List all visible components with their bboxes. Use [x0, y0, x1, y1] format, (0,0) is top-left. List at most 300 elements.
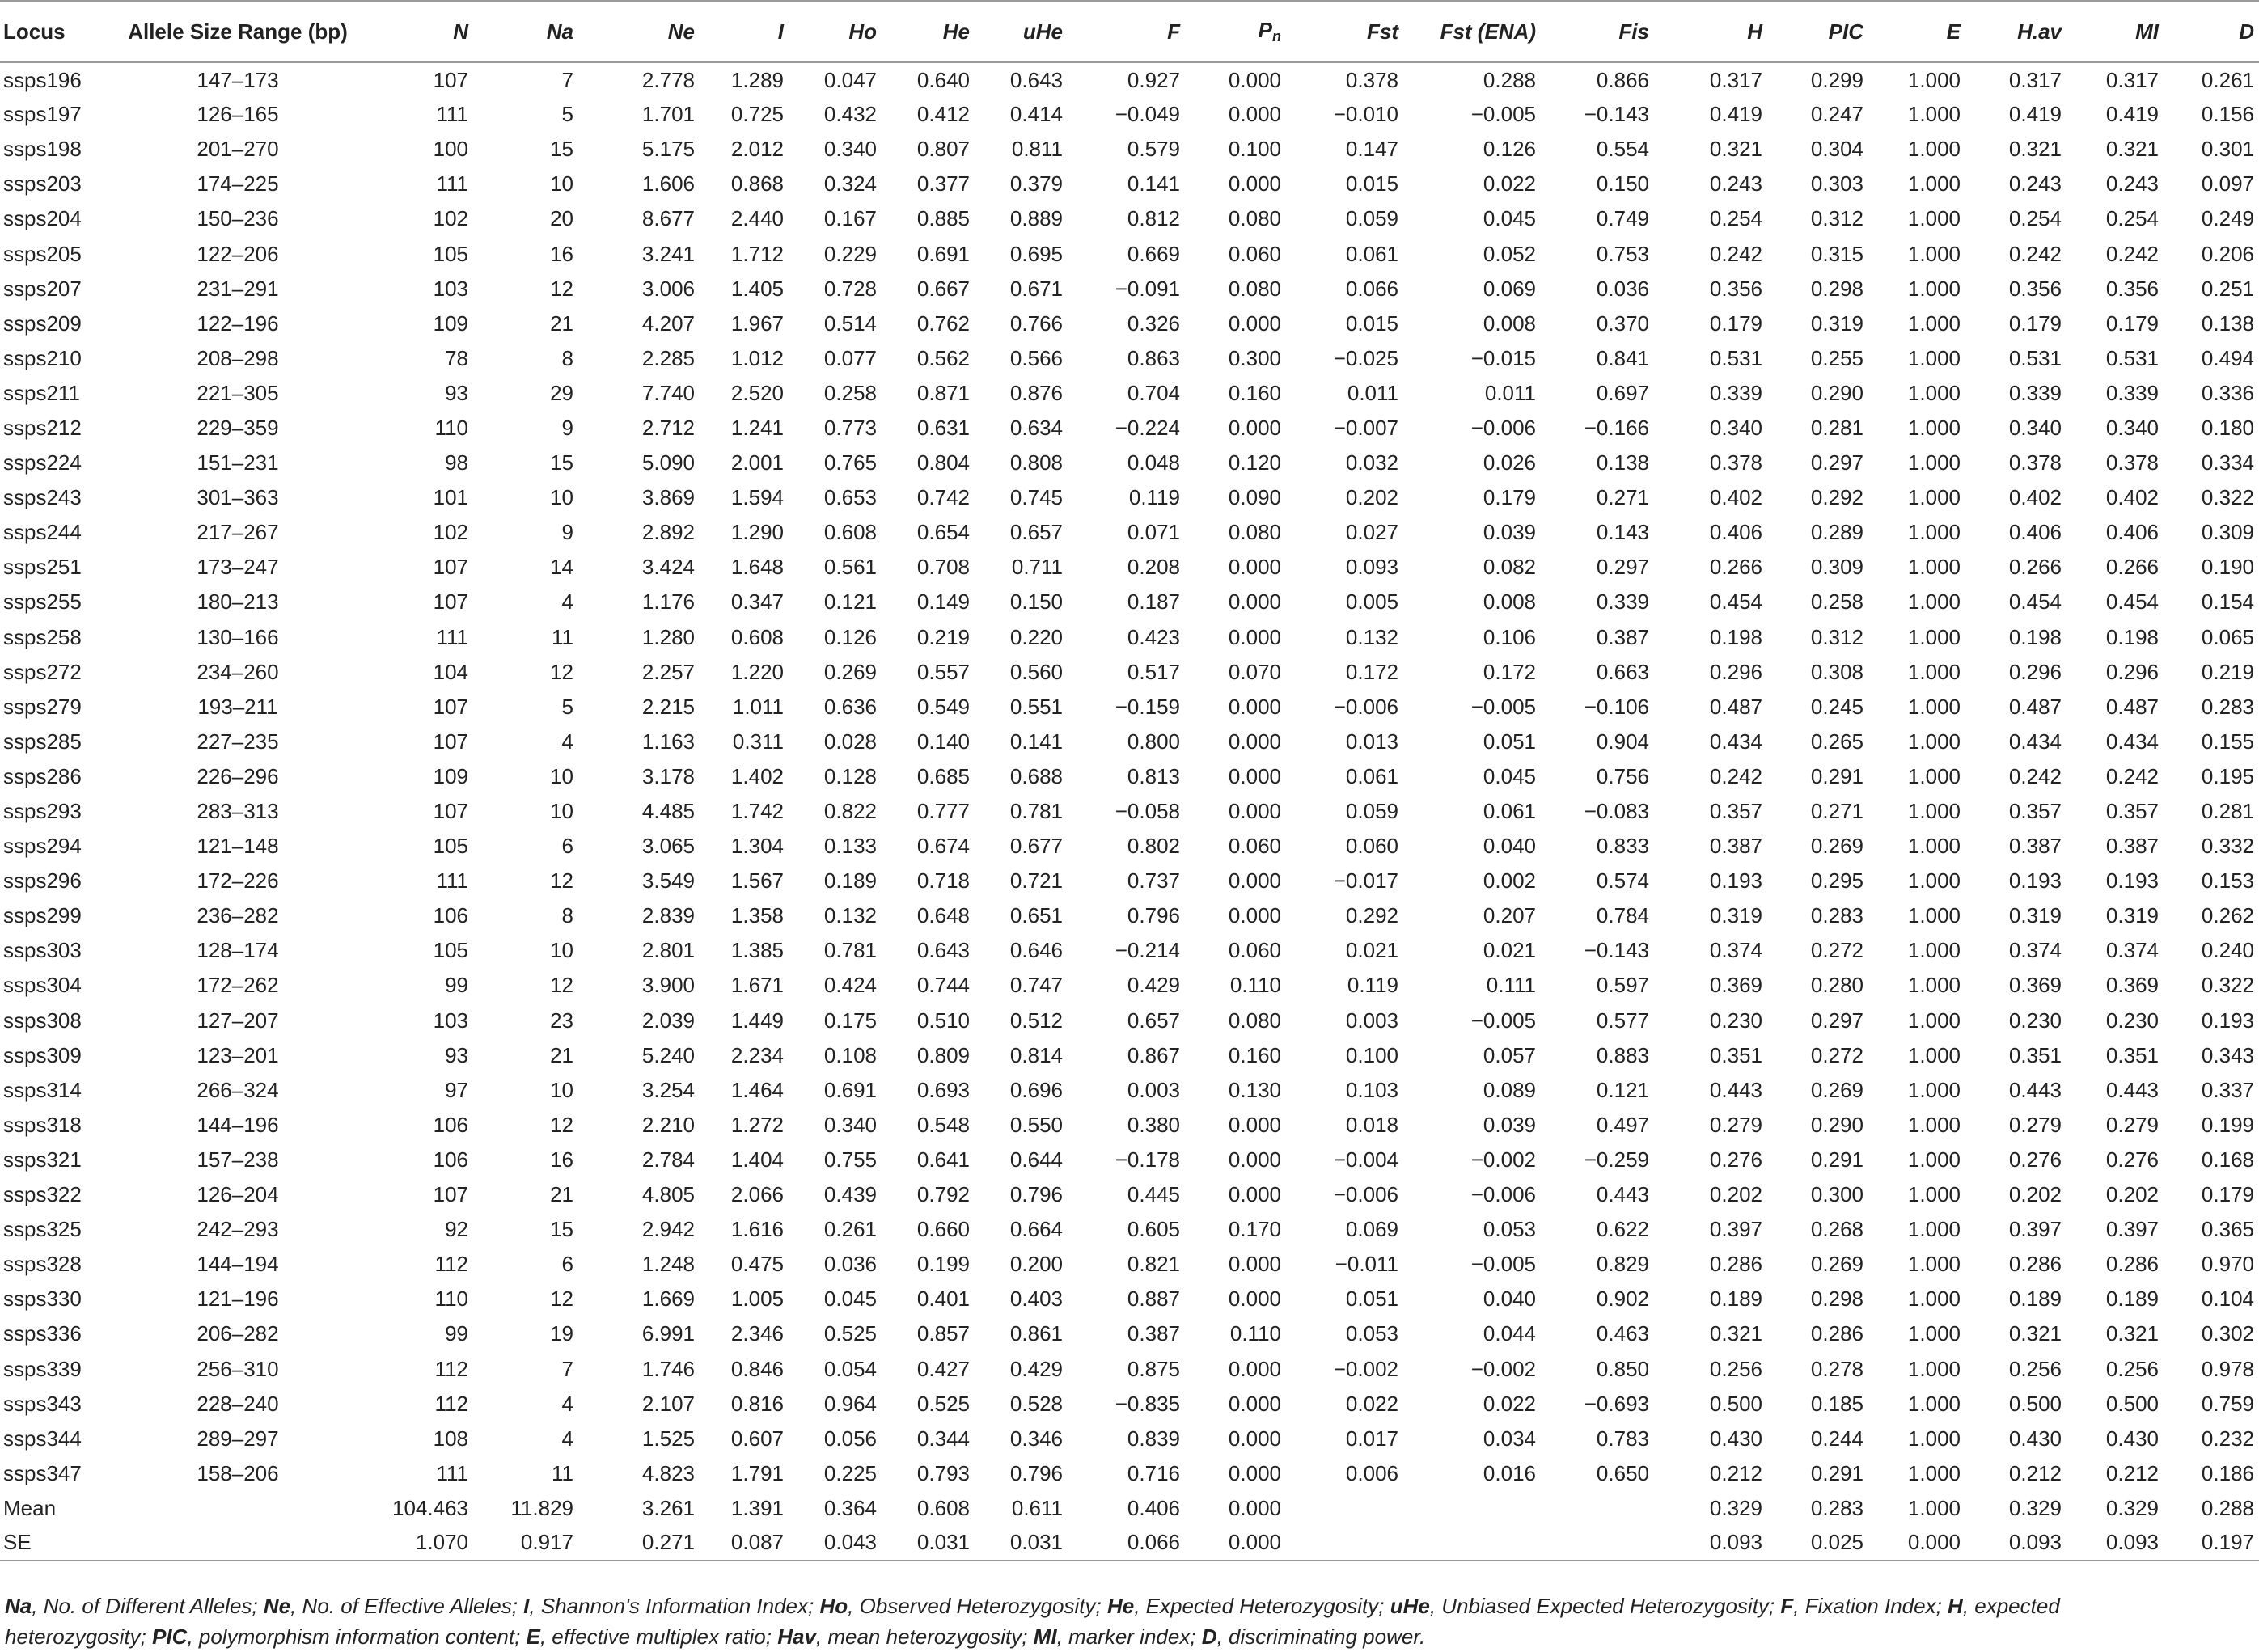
table-cell: 256–310: [197, 1356, 279, 1381]
table-cell: 0.321: [2008, 137, 2062, 162]
table-cell: 0.804: [916, 450, 970, 475]
table-cell: 0.167: [823, 206, 877, 231]
table-cell: 0.311: [732, 729, 784, 754]
table-cell: 0.251: [2201, 276, 2254, 301]
table-cell: 1.391: [730, 1495, 784, 1520]
table-cell: ssps308: [3, 1008, 82, 1033]
table-cell: 1.000: [1907, 345, 1961, 370]
table-cell: −0.083: [1584, 799, 1649, 824]
table-cell: 2.801: [641, 938, 695, 963]
table-cell: 0.579: [1127, 137, 1180, 162]
table-cell: 1.176: [641, 589, 695, 615]
table-cell: 0.387: [1596, 624, 1649, 649]
table-cell: 0.378: [1345, 67, 1398, 92]
table-cell: 0.608: [823, 520, 877, 545]
table-cell: 0.172: [1345, 659, 1398, 684]
table-cell: ssps224: [3, 450, 82, 475]
table-cell: 5.090: [641, 450, 695, 475]
table-cell: 121–196: [197, 1287, 279, 1312]
col-header-h: H: [1747, 19, 1762, 44]
table-cell: 0.562: [916, 345, 970, 370]
table-cell: −0.143: [1584, 938, 1649, 963]
footnote-definition: , No. of Different Alleles;: [32, 1594, 264, 1618]
table-cell: 0.149: [916, 589, 970, 615]
table-cell: 0.219: [916, 624, 970, 649]
table-cell: 112: [434, 1356, 468, 1381]
footnote-term: E: [526, 1625, 540, 1649]
table-cell: ssps328: [3, 1252, 82, 1277]
table-cell: 0.800: [1127, 729, 1180, 754]
table-cell: 0.000: [1228, 868, 1281, 894]
table-cell: 1.671: [730, 973, 784, 998]
table-cell: 0.721: [1009, 868, 1063, 894]
table-cell: 0.143: [1596, 520, 1649, 545]
table-cell: 0.322: [2201, 973, 2254, 998]
table-cell: 0.119: [1347, 973, 1398, 998]
table-cell: 0.198: [2105, 624, 2159, 649]
table-cell: 0.061: [1345, 763, 1398, 788]
table-cell: ssps343: [3, 1391, 82, 1416]
table-cell: 0.667: [916, 276, 970, 301]
table-cell: 19: [550, 1321, 573, 1346]
table-cell: 0.276: [2105, 1147, 2159, 1172]
table-cell: 1.000: [1907, 589, 1961, 615]
table-cell: 0.150: [1009, 589, 1063, 615]
table-cell: 0.017: [1345, 1426, 1398, 1451]
table-cell: 0.379: [1009, 171, 1063, 196]
table-cell: 0.258: [1810, 589, 1863, 615]
table-cell: 0.321: [2105, 1321, 2159, 1346]
table-cell: 0.008: [1483, 589, 1536, 615]
table-cell: 0.283: [1810, 903, 1863, 928]
col-header-mi: MI: [2135, 19, 2159, 44]
footnote-definition: , No. of Effective Alleles;: [290, 1594, 524, 1618]
table-cell: 0.423: [1127, 624, 1180, 649]
table-cell: 0.301: [2201, 137, 2254, 162]
table-cell: 2.039: [641, 1008, 695, 1033]
table-cell: 8.677: [641, 206, 695, 231]
table-cell: 0.000: [1228, 67, 1281, 92]
table-cell: 0.247: [1810, 102, 1863, 127]
table-cell: 0.463: [1596, 1321, 1649, 1346]
table-cell: 0.269: [1810, 834, 1863, 859]
table-row: [0, 759, 2259, 794]
table-cell: 122–196: [197, 311, 279, 336]
table-cell: 236–282: [197, 903, 279, 928]
table-cell: 0.336: [2201, 380, 2254, 405]
table-cell: 0.090: [1228, 485, 1281, 510]
table-cell: 0.160: [1228, 1042, 1281, 1067]
table-row: [0, 1387, 2259, 1422]
table-cell: [1403, 1491, 1541, 1526]
table-cell: [1541, 1526, 1654, 1561]
table-cell: 0.040: [1483, 834, 1536, 859]
table-cell: 0.045: [823, 1287, 877, 1312]
table-cell: 0.243: [2105, 171, 2159, 196]
table-cell: 99: [445, 973, 468, 998]
table-cell: 12: [550, 1287, 573, 1312]
table-cell: −0.007: [1333, 415, 1398, 440]
table-cell: 0.829: [1596, 1252, 1649, 1277]
table-row: [0, 272, 2259, 306]
table-cell: 0.841: [1596, 345, 1649, 370]
table-cell: 0.866: [1596, 67, 1649, 92]
table-cell: 0.242: [2008, 241, 2062, 266]
table-cell: 0.150: [1596, 171, 1649, 196]
table-cell: 0.443: [2008, 1077, 2062, 1102]
table-row: [0, 1038, 2259, 1073]
table-cell: 2.346: [730, 1321, 784, 1346]
col-header-na: Na: [546, 19, 573, 44]
table-cell: 0.339: [1596, 589, 1649, 615]
table-cell: ssps309: [3, 1042, 82, 1067]
table-cell: ssps279: [3, 694, 82, 719]
table-cell: 0.206: [2201, 241, 2254, 266]
table-cell: 1.000: [1907, 729, 1961, 754]
table-cell: 110: [434, 415, 468, 440]
table-cell: 107: [433, 799, 468, 824]
table-cell: 1.000: [1907, 1391, 1961, 1416]
table-cell: ssps344: [3, 1426, 82, 1451]
table-cell: 0.179: [2008, 311, 2062, 336]
table-cell: 0.321: [2008, 1321, 2062, 1346]
table-cell: 0.340: [2008, 415, 2062, 440]
table-cell: 0.812: [1127, 206, 1180, 231]
table-cell: 0.179: [2105, 311, 2159, 336]
table-cell: 0.904: [1596, 729, 1649, 754]
table-cell: 0.691: [916, 241, 970, 266]
table-cell: 7: [561, 67, 573, 92]
footnote-term: I: [523, 1594, 530, 1618]
table-cell: 1.358: [730, 903, 784, 928]
table-cell: ssps198: [3, 137, 82, 162]
table-cell: 0.765: [823, 450, 877, 475]
table-cell: 0.279: [2008, 1112, 2062, 1137]
table-cell: 0.429: [1127, 973, 1180, 998]
table-cell: [1286, 1526, 1403, 1561]
table-cell: 0.280: [1810, 973, 1863, 998]
table-cell: 0.061: [1345, 241, 1398, 266]
table-cell: 0.288: [1483, 67, 1536, 92]
footnote-term: Ho: [819, 1594, 848, 1618]
table-cell: 0.245: [1810, 694, 1863, 719]
table-cell: 0.574: [1596, 868, 1649, 894]
table-cell: 1.000: [1907, 67, 1961, 92]
table-cell: 0.302: [2201, 1321, 2254, 1346]
table-cell: 0.291: [1810, 763, 1863, 788]
table-cell: 1.606: [641, 171, 695, 196]
table-cell: 0.597: [1596, 973, 1649, 998]
table-cell: 0.254: [1709, 206, 1762, 231]
table-cell: 0.156: [2201, 102, 2254, 127]
table-cell: 0.097: [2201, 171, 2254, 196]
table-cell: 0.814: [1009, 1042, 1063, 1067]
table-cell: 0.337: [2201, 1077, 2254, 1102]
table-cell: 0.369: [2008, 973, 2062, 998]
table-cell: 0.172: [1483, 659, 1536, 684]
table-row: [0, 933, 2259, 968]
table-cell: 2.234: [730, 1042, 784, 1067]
table-cell: 0.374: [2008, 938, 2062, 963]
footnote-definition: , Observed Heterozygosity;: [848, 1594, 1107, 1618]
table-cell: 0.296: [2105, 659, 2159, 684]
table-cell: 0.374: [2105, 938, 2159, 963]
table-row: [0, 132, 2259, 167]
table-cell: 4.823: [641, 1460, 695, 1485]
table-row: [0, 1456, 2259, 1491]
table-cell: 0.725: [730, 102, 784, 127]
table-cell: 0.753: [1596, 241, 1649, 266]
table-cell: 0.053: [1483, 1217, 1536, 1242]
table-cell: 0.272: [1810, 1042, 1863, 1067]
table-cell: 0.069: [1483, 276, 1536, 301]
table-cell: ssps318: [3, 1112, 82, 1137]
table-cell: 4: [561, 589, 573, 615]
table-cell: 0.080: [1228, 520, 1281, 545]
table-cell: 1.000: [1907, 241, 1961, 266]
table-cell: 0.189: [2008, 1287, 2062, 1312]
table-cell: 0.443: [2105, 1077, 2159, 1102]
table-cell: 0.000: [1228, 1530, 1281, 1555]
table-cell: 0.653: [823, 485, 877, 510]
table-cell: 0.742: [916, 485, 970, 510]
table-cell: 0.339: [2105, 380, 2159, 405]
table-cell: 0.269: [1810, 1252, 1863, 1277]
table-cell: ssps251: [3, 555, 82, 580]
table-cell: −0.025: [1333, 345, 1398, 370]
table-cell: 0.773: [823, 415, 877, 440]
table-cell: 0.356: [1709, 276, 1762, 301]
table-cell: 0.357: [1709, 799, 1762, 824]
table-cell: 1.567: [730, 868, 784, 894]
table-cell: 0.781: [823, 938, 877, 963]
table-cell: 0.634: [1009, 415, 1063, 440]
table-cell: 0.132: [823, 903, 877, 928]
table-cell: 0.378: [2105, 450, 2159, 475]
table-cell: 0.833: [1596, 834, 1649, 859]
table-cell: 0.783: [1596, 1426, 1649, 1451]
table-cell: 0.093: [2008, 1530, 2062, 1555]
table-cell: ssps272: [3, 659, 82, 684]
table-cell: 0.044: [1483, 1321, 1536, 1346]
table-row: [0, 480, 2259, 515]
table-cell: 0.340: [823, 137, 877, 162]
table-cell: ssps339: [3, 1356, 82, 1381]
table-cell: 3.900: [641, 973, 695, 998]
footnote-definition: , marker index;: [1056, 1625, 1202, 1649]
table-cell: 1.000: [1907, 1147, 1961, 1172]
table-cell: 0.622: [1596, 1217, 1649, 1242]
table-cell: 0.419: [2008, 102, 2062, 127]
table-cell: 0.846: [730, 1356, 784, 1381]
table-cell: −0.005: [1470, 1252, 1536, 1277]
table-cell: 0.066: [1345, 276, 1398, 301]
table-cell: 0.317: [2008, 67, 2062, 92]
table-cell: 0.802: [1127, 834, 1180, 859]
table-cell: 0.695: [1009, 241, 1063, 266]
table-cell: 150–236: [197, 206, 279, 231]
table-cell: 0.279: [2105, 1112, 2159, 1137]
table-cell: 0.197: [2201, 1530, 2254, 1555]
table-cell: 122–206: [197, 241, 279, 266]
table-row: [0, 1282, 2259, 1316]
table-cell: 12: [550, 973, 573, 998]
table-cell: 9: [561, 520, 573, 545]
table-cell: 0.089: [1483, 1077, 1536, 1102]
table-cell: 0.193: [1709, 868, 1762, 894]
table-cell: 0.868: [730, 171, 784, 196]
footnote-term: He: [1106, 1594, 1135, 1618]
table-cell: 0.339: [2008, 380, 2062, 405]
table-cell: 0.531: [2105, 345, 2159, 370]
table-cell: −0.002: [1470, 1147, 1536, 1172]
table-cell: 0.003: [1345, 1008, 1398, 1033]
table-cell: 2.784: [641, 1147, 695, 1172]
table-cell: 0.813: [1127, 763, 1180, 788]
table-cell: 0.401: [916, 1287, 970, 1312]
table-cell: 1.000: [1907, 868, 1961, 894]
col-header-he: He: [942, 19, 970, 44]
table-row: [0, 968, 2259, 1003]
table-cell: 23: [550, 1008, 573, 1033]
table-cell: 3.065: [641, 834, 695, 859]
table-cell: 0.643: [1009, 67, 1063, 92]
table-cell: 0.419: [1709, 102, 1762, 127]
table-cell: 102: [433, 520, 468, 545]
table-cell: 0.566: [1009, 345, 1063, 370]
table-cell: 0.254: [2008, 206, 2062, 231]
table-cell: 2.942: [641, 1217, 695, 1242]
table-cell: 3.178: [641, 763, 695, 788]
table-cell: 0.281: [1810, 415, 1863, 440]
table-cell: −0.004: [1333, 1147, 1398, 1172]
table-cell: 0.254: [2105, 206, 2159, 231]
table-cell: 0.660: [916, 1217, 970, 1242]
table-cell: 21: [550, 1042, 573, 1067]
table-cell: −0.259: [1584, 1147, 1649, 1172]
table-cell: 0.344: [916, 1426, 970, 1451]
table-cell: 4.485: [641, 799, 695, 824]
table-cell: 1.000: [1907, 1182, 1961, 1207]
table-cell: 0.300: [1810, 1182, 1863, 1207]
table-cell: 0.412: [916, 102, 970, 127]
table-cell: 0.454: [2105, 589, 2159, 615]
table-row: [0, 1422, 2259, 1456]
table-cell: 0.039: [1483, 520, 1536, 545]
table-cell: ssps285: [3, 729, 82, 754]
table-cell: 0.397: [2008, 1217, 2062, 1242]
col-header-fis: Fis: [1618, 19, 1649, 44]
table-cell: 0.207: [1483, 903, 1536, 928]
table-cell: 0.051: [1345, 1287, 1398, 1312]
table-cell: 0.065: [2201, 624, 2254, 649]
table-cell: 0.387: [1127, 1321, 1180, 1346]
table-row: [0, 620, 2259, 655]
table-cell: 1.594: [730, 485, 784, 510]
table-cell: 0.168: [2201, 1147, 2254, 1172]
table-cell: 0.674: [916, 834, 970, 859]
table-row: [0, 306, 2259, 341]
table-cell: 107: [433, 555, 468, 580]
table-cell: 0.300: [1228, 345, 1281, 370]
table-cell: 0.550: [1009, 1112, 1063, 1137]
table-cell: 1.000: [1907, 1252, 1961, 1277]
table-cell: 104: [433, 659, 468, 684]
table-cell: 0.887: [1127, 1287, 1180, 1312]
table-cell: 0.256: [2008, 1356, 2062, 1381]
table-cell: 0.839: [1127, 1426, 1180, 1451]
table-cell: 0.187: [1127, 589, 1180, 615]
table-cell: 0.021: [1483, 938, 1536, 963]
table-cell: 11: [552, 624, 573, 649]
table-cell: 0.439: [823, 1182, 877, 1207]
table-cell: 0.334: [2201, 450, 2254, 475]
table-cell: 0.276: [2008, 1147, 2062, 1172]
table-cell: 0.043: [823, 1530, 877, 1555]
table-cell: 1.000: [1907, 311, 1961, 336]
table-cell: 1.385: [730, 938, 784, 963]
table-cell: 0.000: [1228, 903, 1281, 928]
table-cell: −0.006: [1470, 415, 1536, 440]
table-cell: 0.406: [2008, 520, 2062, 545]
table-cell: 0.015: [1345, 171, 1398, 196]
table-cell: 0.047: [823, 67, 877, 92]
table-cell: 0.691: [823, 1077, 877, 1102]
table-cell: 0.356: [2105, 276, 2159, 301]
table-cell: 0.377: [916, 171, 970, 196]
table-cell: 0.016: [1483, 1460, 1536, 1485]
table-cell: 0.106: [1483, 624, 1536, 649]
table-cell: 0.766: [1009, 311, 1063, 336]
table-cell: 16: [550, 241, 573, 266]
table-cell: 0.514: [823, 311, 877, 336]
table-cell: 0.329: [2105, 1495, 2159, 1520]
table-cell: 0.611: [1011, 1495, 1063, 1520]
table-cell: −0.049: [1115, 102, 1180, 127]
table-cell: 0.160: [1228, 380, 1281, 405]
table-cell: 4.207: [641, 311, 695, 336]
table-cell: 0.103: [1345, 1077, 1398, 1102]
table-cell: 21: [550, 1182, 573, 1207]
footnote-term: PIC: [152, 1625, 188, 1649]
table-cell: 3.006: [641, 276, 695, 301]
table-cell: 0.406: [2105, 520, 2159, 545]
table-cell: 1.000: [1907, 1042, 1961, 1067]
table-cell: 0.876: [1009, 380, 1063, 405]
table-cell: 0.278: [1810, 1356, 1863, 1381]
table-cell: 0.454: [2008, 589, 2062, 615]
table-cell: 0.557: [916, 659, 970, 684]
table-cell: 0.180: [2201, 415, 2254, 440]
table-cell: 0.262: [2201, 903, 2254, 928]
table-cell: 0.297: [1810, 1008, 1863, 1033]
table-cell: 0.343: [2201, 1042, 2254, 1067]
table-row: [0, 446, 2259, 480]
table-cell: 0.031: [1009, 1530, 1063, 1555]
table-cell: 10: [550, 1077, 573, 1102]
table-cell: 0.054: [823, 1356, 877, 1381]
table-cell: 0.288: [2201, 1495, 2254, 1520]
table-row: [0, 1247, 2259, 1282]
table-cell: 0.040: [1483, 1287, 1536, 1312]
table-cell: 0.902: [1596, 1287, 1649, 1312]
table-cell: 0.500: [1709, 1391, 1762, 1416]
table-cell: 3.549: [641, 868, 695, 894]
table-cell: 0.276: [1709, 1147, 1762, 1172]
table-cell: 0.402: [1709, 485, 1762, 510]
table-cell: 0.759: [2201, 1391, 2254, 1416]
table-cell: 1.000: [1907, 555, 1961, 580]
